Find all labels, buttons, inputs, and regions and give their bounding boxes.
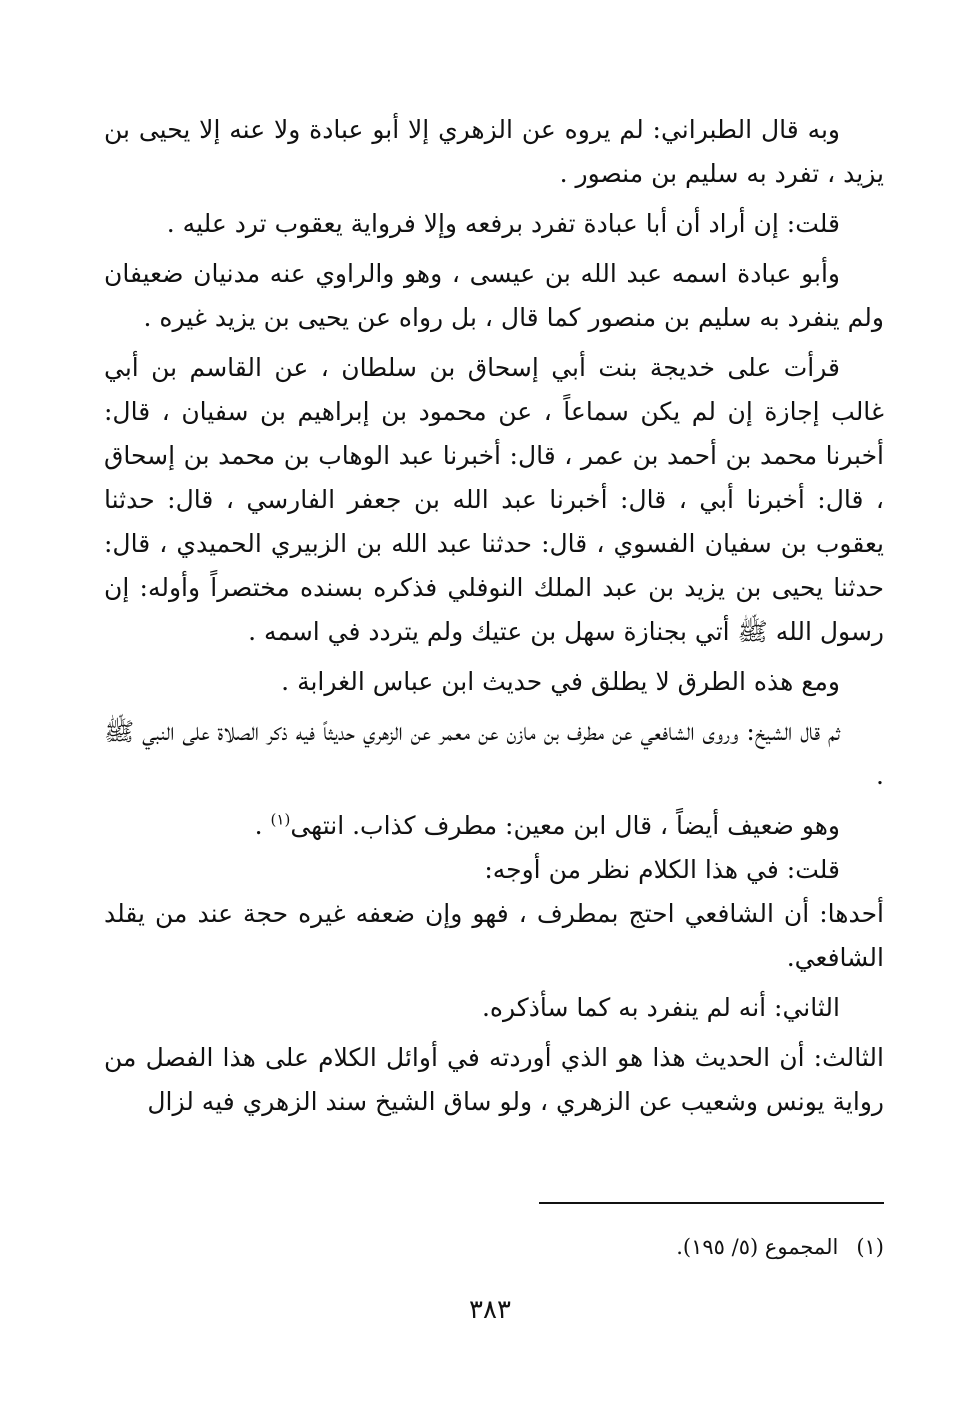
paragraph-7-tail: . — [254, 811, 271, 840]
paragraph-7-text: وهو ضعيف أيضاً ، قال ابن معين: مطرف كذاب. انتهى — [290, 811, 840, 840]
paragraph-11: الثالث: أن الحديث هذا هو الذي أوردته في أوائل الكلام على هذا الفصل من رواية يونس وشعيب عن الزهري ، ولو ساق الشيخ سند الزهري فيه لزال — [104, 1043, 884, 1116]
paragraph-4: قرأت على خديجة بنت أبي إسحاق بن سلطان ، عن القاسم بن أبي غالب إجازة إن لم يكن سماعاً ، عن محمود بن إبراهيم بن سفيان ، قال: أخبرنا محمد بن أحمد بن عمر ، قال: أخبرنا عبد الوهاب بن محمد بن إسحاق ، قال: أخبرنا أبي ، قال: أخبرنا عبد الله بن جعفر الفارسي ، قال: حدثنا يعقوب بن سفيان الفسوي ، قال: حدثنا عبد الله بن الزبيري الحميدي ، قال: حدثنا يحيى بن يزيد بن عبد الملك النوفلي فذكره بسنده مختصراً وأوله: إن رسول الله ﷺ أتي بجنازة سهل بن عتيك ولم يتردد في اسمه . — [104, 353, 884, 646]
paragraph-2: قلت: إن أراد أن أبا عبادة تفرد برفعه وإلا فرواية يعقوب ترد عليه . — [166, 209, 840, 238]
paragraph-5: ومع هذه الطرق لا يطلق في حديث ابن عباس الغرابة . — [281, 667, 840, 696]
footnote-text: المجموع (٥/ ١٩٥). — [676, 1235, 839, 1259]
footnote-separator — [539, 1202, 884, 1204]
paragraph-7 — [104, 804, 884, 848]
paragraph-8: قلت: في هذا الكلام نظر من أوجه: — [484, 855, 840, 884]
page-number: ٣٨٣ — [469, 1295, 511, 1325]
paragraph-3: وأبو عبادة اسمه عبد الله بن عيسى ، وهو والراوي عنه مدنيان ضعيفان ولم ينفرد به سليم بن منصور كما قال ، بل رواه عن يحيى بن يزيد غيره . — [104, 259, 884, 332]
paragraph-1: وبه قال الطبراني: لم يروه عن الزهري إلا أبو عبادة ولا عنه إلا يحيى بن يزيد ، تفرد به سليم بن منصور . — [104, 115, 884, 188]
paragraph-9: أحدها: أن الشافعي احتج بمطرف ، فهو وإن ضعفه غيره حجة عند من يقلد الشافعي. — [104, 899, 884, 972]
paragraph-6: ثم قال الشيخ: وروى الشافعي عن مطرف بن مازن عن معمر عن الزهري حديثاً فيه ذكر الصلاة على النبي ﷺ . — [104, 717, 884, 790]
main-text — [104, 108, 884, 1130]
footnote — [104, 1230, 884, 1264]
footnote-reference[interactable]: (١) — [270, 810, 291, 829]
footnote-number: (١) — [856, 1235, 884, 1259]
paragraph-10: الثاني: أنه لم ينفرد به كما سأذكره. — [481, 993, 840, 1022]
